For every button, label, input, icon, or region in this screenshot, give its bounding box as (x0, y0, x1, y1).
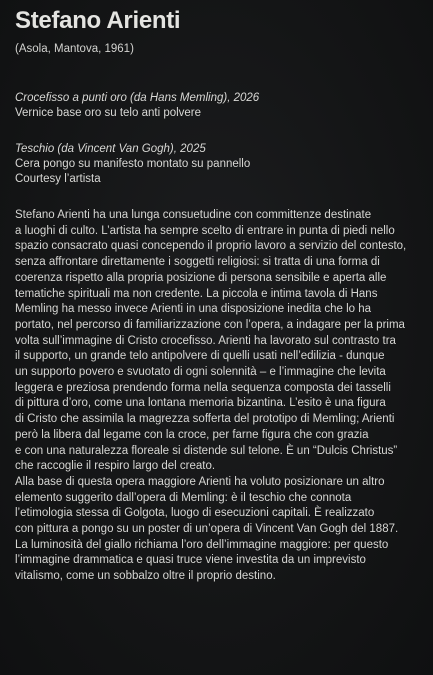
text-line: Stefano Arienti ha una lunga consuetudine con committenze destinate (15, 209, 372, 221)
text-line: vitalismo, come un sobbalzo oltre il proprio destino. (15, 570, 276, 583)
description-paragraph-1 (15, 208, 425, 475)
description-paragraph-2 (15, 475, 425, 585)
work-entry-crocefisso (15, 91, 425, 121)
text-line: il supporto, un grande telo antipolvere di quelli usati nell’edilizia - dunque (15, 350, 385, 363)
wall-label (15, 6, 425, 585)
text-line: coerenza rispetto alla propria posizione di persona sensibile e aperta alle (15, 271, 387, 284)
text-line: che raccoglie il respiro largo del creato. (15, 460, 216, 473)
work-medium: Cera pongo su manifesto montato su pannello (15, 158, 251, 170)
text-line: a luoghi di culto. L’artista ha sempre scelto di entrare in punta di piedi nello (15, 224, 395, 237)
text-line: volta sull’immagine di Cristo crocefisso. Arienti ha lavorato sul contrasto tra (15, 334, 396, 347)
text-line: senza affrontare direttamente i soggetti religiosi: si tratta di una forma di (15, 256, 380, 269)
text-line: spazio consacrato quasi concependo il proprio lavoro a servizio del contesto, (15, 240, 407, 253)
work-title: Teschio (da Vincent Van Gogh), 2025 (15, 143, 206, 155)
artist-name: Stefano Arienti (15, 7, 181, 34)
text-line: tematiche spirituali ma non credente. La piccola e intima tavola di Hans (15, 287, 378, 300)
description-text (15, 208, 425, 585)
text-line: con pittura a pongo su un poster di un’opera di Vincent Van Gogh del 1887. (15, 523, 399, 536)
text-line: l’immagine drammatica e quasi truce viene investita da un imprevisto (15, 554, 366, 567)
text-line: leggera e preziosa prendendo forma nella sequenza composta dei tasselli (15, 381, 391, 394)
text-line: La luminosità del giallo richiama l’oro dell’immagine maggiore: per questo (15, 538, 389, 551)
text-line: di pittura d’oro, come una lontana memoria bizantina. L’esito è una figura (15, 397, 386, 410)
work-entry-teschio (15, 142, 425, 187)
text-line: portato, nel percorso di familiarizzazione con l’opera, a indagare per la prima (15, 318, 405, 331)
work-title: Crocefisso a punti oro (da Hans Memling), 2026 (15, 92, 260, 104)
text-line: l’etimologia stessa di Golgota, luogo di esecuzioni capitali. È realizzato (15, 507, 375, 520)
artist-origin: (Asola, Mantova, 1961) (15, 43, 134, 55)
text-line: elemento suggerito dall’opera di Memling: è il teschio che connota (15, 491, 352, 504)
work-medium: Vernice base oro su telo anti polvere (15, 107, 202, 119)
text-line: Memling ha messo invece Arienti in una disposizione inedita che lo ha (15, 303, 372, 316)
work-credit: Courtesy l’artista (15, 173, 101, 185)
text-line: e con una naturalezza floreale si distende sul telone. È un “Dulcis Christus” (15, 444, 398, 457)
text-line: di Cristo che assimila la magrezza sofferta del prototipo di Memling; Arienti (15, 413, 395, 426)
text-line: un supporto povero e svuotato di ogni solennità – e l’immagine che levita (15, 366, 386, 379)
text-line: Alla base di questa opera maggiore Arienti ha voluto posizionare un altro (15, 475, 385, 488)
text-line: però la libera dal legame con la croce, per farne figura che con grazia (15, 428, 369, 441)
